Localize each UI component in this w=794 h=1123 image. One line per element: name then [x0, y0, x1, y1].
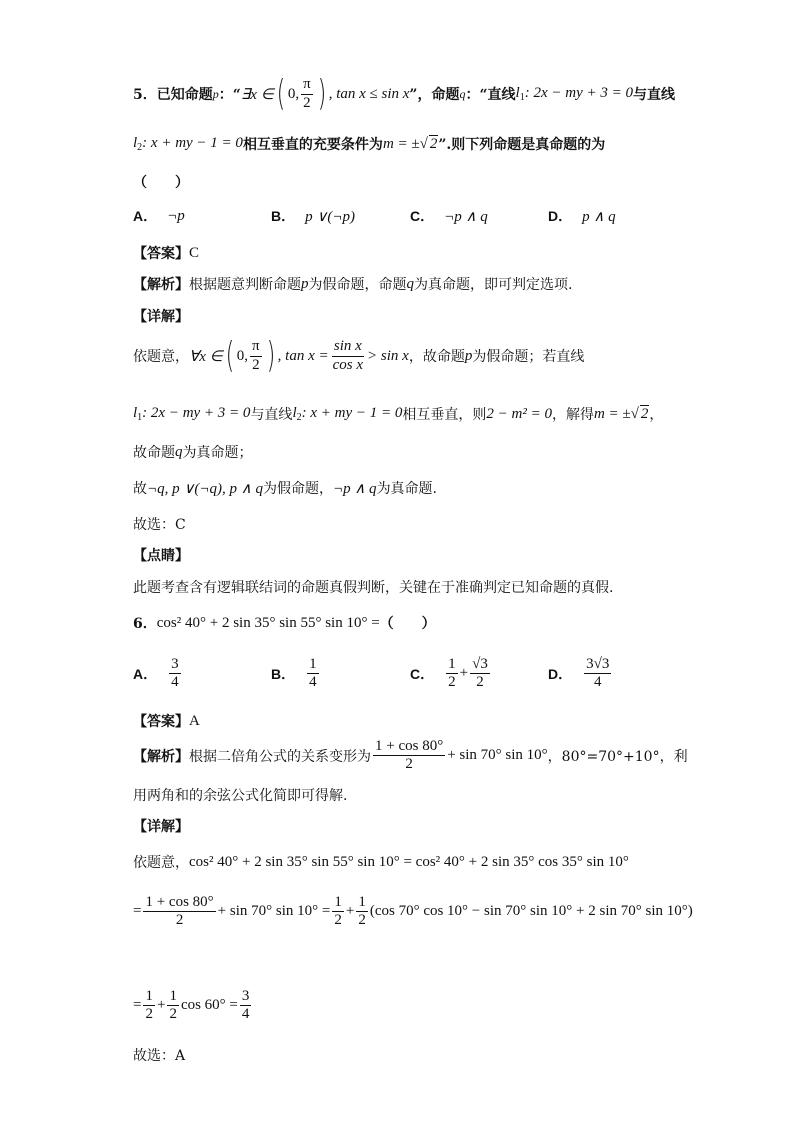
q5-conclusion: 故选：C	[133, 517, 186, 533]
q5-stem-line1	[133, 73, 675, 114]
q5-detail-line2: $l_1$: 2x − my + 3 = 0 与直线 $l_2$: x + my − 1 = 0 相互垂直，则 2 − m² = 0 ，解得 m = ±√ 2 ，	[133, 405, 664, 423]
q5-comment-tag: 【点睛】	[133, 548, 189, 564]
q6-analysis-cont: 用两角和的余弦公式化简即可得解.	[133, 788, 348, 804]
q5-detail-line1: 依题意， ∀x ∈ ( 0, $\frac{\pi}{2}$ ) , tan x = $\frac{\text{sin x}}{\text{cos x}}$ > sin x ，故命题 p 为假命题；若直线	[133, 335, 585, 376]
q5-answer: 【答案】 C	[133, 244, 200, 262]
q5-p: p	[212, 86, 219, 101]
q5-detail-tag: 【详解】	[133, 309, 189, 325]
q5-m-eq: m = ±√ 2	[382, 135, 438, 152]
q5-stem-line2	[133, 134, 605, 154]
q5-paren-open: (	[276, 73, 286, 114]
q5-detail-line4: 故 ¬q, p ∨(¬q), p ∧ q 为假命题， ¬p ∧ q 为真命题.	[133, 480, 438, 497]
q6-detail-line1: 依题意， cos² 40° + 2 sin 35° sin 55° sin 10° = cos² 40° + 2 sin 35° cos 35° sin 10°	[133, 853, 629, 871]
q5-paren-close: )	[317, 73, 326, 114]
q5-l2: $l_2$: x + my − 1 = 0	[133, 135, 243, 153]
q5-detail-line3: 故命题 q 为真命题；	[133, 443, 253, 461]
q5-stem-b: ”，命题	[409, 87, 460, 103]
q5-tan-sin: , tan x ≤ sin x	[328, 85, 410, 102]
q5-interval: 0,	[287, 85, 300, 102]
q6-stem: 6． cos² 40° + 2 sin 35° sin 55° sin 10° = （ ）	[133, 614, 436, 632]
q5-analysis: 【解析】 根据题意判断命题 p 为假命题，命题 q 为真命题，即可判定选项.	[133, 275, 573, 293]
q6-answer: 【答案】 A	[133, 712, 200, 730]
q5-exists: ∃x ∈	[240, 86, 274, 103]
q5-option-a[interactable]: A． ¬p	[133, 207, 185, 224]
q5-option-c[interactable]: C． ¬p ∧ q	[410, 208, 488, 225]
q5-colon: ：“	[218, 87, 241, 103]
q6-detail-line3: = $\frac{1}{2}$ + $\frac{1}{2}$ cos 60° = $\frac{3}{4}$	[133, 988, 250, 1023]
q5-stem-a: 已知命题	[156, 87, 213, 103]
q5-stem-d: 与直线	[632, 87, 675, 103]
q6-option-b[interactable]: B． $\frac{1}{4}$	[271, 656, 317, 691]
q6-option-a[interactable]: A． $\frac{3}{4}$	[133, 656, 179, 691]
q5-number: 5．	[133, 87, 157, 103]
q6-detail-line2: = $\frac{1 + \cos 80^\circ}{2}$ + sin 70° sin 10° = $\frac{1}{2}$ + $\frac{1}{2}$ (cos 70° cos 10° − sin 70° sin 10° + 2 sin 70° sin 10°)	[133, 894, 693, 929]
q5-blank: （ ）	[133, 175, 189, 191]
q5-option-b[interactable]: B． p ∨(¬p)	[271, 208, 355, 225]
q6-option-c[interactable]: C． $\frac{1}{2}$ + $\frac{√3}{2}$	[410, 656, 488, 691]
q6-detail-tag: 【详解】	[133, 819, 189, 835]
q5-pi-over-2: $\frac{\pi}{2}$	[303, 76, 311, 111]
q6-analysis: 【解析】 根据二倍角公式的关系变形为 $\frac{1 + \cos 80^\circ}{2}$ + sin 70° sin 10° ，80°=70°+10°，利	[133, 738, 688, 773]
q6-conclusion: 故选：A	[133, 1048, 186, 1064]
q5-option-d[interactable]: D． p ∧ q	[548, 208, 616, 225]
q5-l1: $l_1$: 2x − my + 3 = 0	[515, 85, 633, 103]
q6-option-d[interactable]: D． $\frac{3√3}{4}$	[548, 656, 610, 691]
q5-stem-e: 相互垂直的充要条件为	[242, 137, 383, 153]
q5-stem-c: ：“直线	[465, 87, 516, 103]
q5-comment: 此题考查含有逻辑联结词的命题真假判断，关键在于准确判定已知命题的真假.	[133, 580, 614, 596]
q5-q: q	[459, 86, 466, 101]
q5-stem-f: ”.则下列命题是真命题的为	[438, 137, 606, 153]
